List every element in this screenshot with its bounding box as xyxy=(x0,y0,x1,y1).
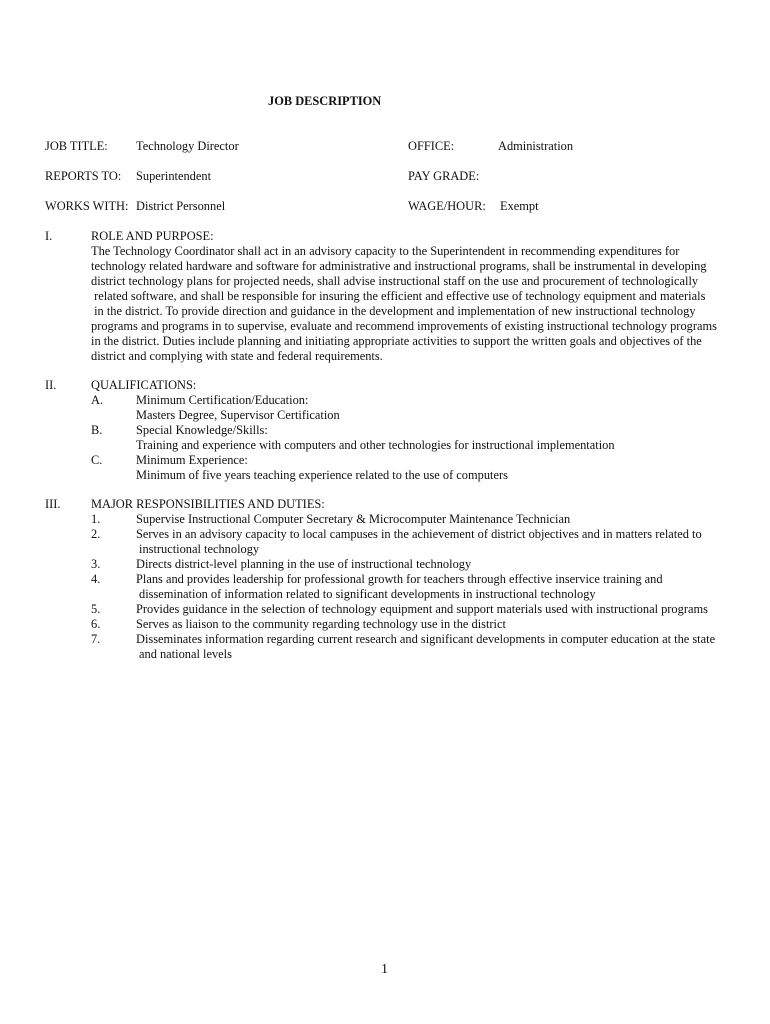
duty-number: 4. xyxy=(91,572,101,586)
duty-number: 3. xyxy=(91,557,101,571)
item-label: Minimum Experience: xyxy=(136,453,248,467)
duty-number: 5. xyxy=(91,602,101,616)
page-number: 1 xyxy=(381,962,388,977)
section-heading: MAJOR RESPONSIBILITIES AND DUTIES: xyxy=(91,497,325,511)
duty-text: Serves as liaison to the community regarding technology use in the district xyxy=(136,617,506,631)
item-label: Minimum Certification/Education: xyxy=(136,393,309,407)
duty-number: 7. xyxy=(91,632,101,646)
duty-text-continued: instructional technology xyxy=(139,542,260,556)
document-title: JOB DESCRIPTION xyxy=(268,94,382,108)
paragraph-line: The Technology Coordinator shall act in an advisory capacity to the Superintendent in recommending expenditures for xyxy=(91,244,680,258)
item-detail: Masters Degree, Supervisor Certification xyxy=(136,408,340,422)
section-heading: QUALIFICATIONS: xyxy=(91,378,197,392)
duty-text: Provides guidance in the selection of technology equipment and support materials used with instructional programs xyxy=(136,602,708,616)
duty-text: Serves in an advisory capacity to local campuses in the achievement of district objectives and in matters related to xyxy=(136,527,702,541)
paragraph-line: technology related hardware and software for administrative and instructional programs, shall be instrumental in developing xyxy=(91,259,707,273)
item-detail: Minimum of five years teaching experience related to the use of computers xyxy=(136,468,508,482)
duty-text-continued: dissemination of information related to significant developments in instructional technology xyxy=(139,587,596,601)
section-heading: ROLE AND PURPOSE: xyxy=(91,229,214,243)
duty-text-continued: and national levels xyxy=(139,647,232,661)
paragraph-line: in the district. Duties include planning and initiating appropriate activities to support the written goals and objectives of the xyxy=(91,334,702,348)
works-with-label: WORKS WITH: xyxy=(45,199,129,213)
item-letter: B. xyxy=(91,423,103,437)
item-letter: A. xyxy=(91,393,104,407)
wage-hour-value: Exempt xyxy=(500,199,539,213)
office-label: OFFICE: xyxy=(408,139,455,153)
duty-text: Disseminates information regarding current research and significant developments in computer education at the state xyxy=(136,632,716,646)
job-title-label: JOB TITLE: xyxy=(45,139,108,153)
works-with-value: District Personnel xyxy=(136,199,226,213)
wage-hour-label: WAGE/HOUR: xyxy=(408,199,486,213)
paragraph-line: related software, and shall be responsible for insuring the efficient and effective use of technology equipment and materials xyxy=(91,289,706,303)
paragraph-line: district technology plans for projected needs, shall advise instructional staff on the use and procurement of technologically xyxy=(91,274,699,288)
duty-number: 1. xyxy=(91,512,101,526)
pay-grade-label: PAY GRADE: xyxy=(408,169,480,183)
item-label: Special Knowledge/Skills: xyxy=(136,423,268,437)
duty-number: 2. xyxy=(91,527,101,541)
section-numeral: II. xyxy=(45,378,57,392)
section-numeral: I. xyxy=(45,229,53,243)
item-letter: C. xyxy=(91,453,103,467)
job-title-value: Technology Director xyxy=(136,139,239,153)
item-detail: Training and experience with computers and other technologies for instructional implementation xyxy=(136,438,615,452)
duty-number: 6. xyxy=(91,617,101,631)
duty-text: Supervise Instructional Computer Secretary & Microcomputer Maintenance Technician xyxy=(136,512,571,526)
reports-to-label: REPORTS TO: xyxy=(45,169,122,183)
duty-text: Directs district-level planning in the use of instructional technology xyxy=(136,557,472,571)
paragraph-line: in the district. To provide direction and guidance in the development and implementation of new instructional technology xyxy=(91,304,696,318)
duty-text: Plans and provides leadership for professional growth for teachers through effective inservice training and xyxy=(136,572,663,586)
reports-to-value: Superintendent xyxy=(136,169,212,183)
paragraph-line: programs and programs in to supervise, evaluate and recommend improvements of existing instructional technology programs xyxy=(91,319,717,333)
paragraph-line: district and complying with state and federal requirements. xyxy=(91,349,383,363)
section-numeral: III. xyxy=(45,497,61,511)
office-value: Administration xyxy=(498,139,574,153)
